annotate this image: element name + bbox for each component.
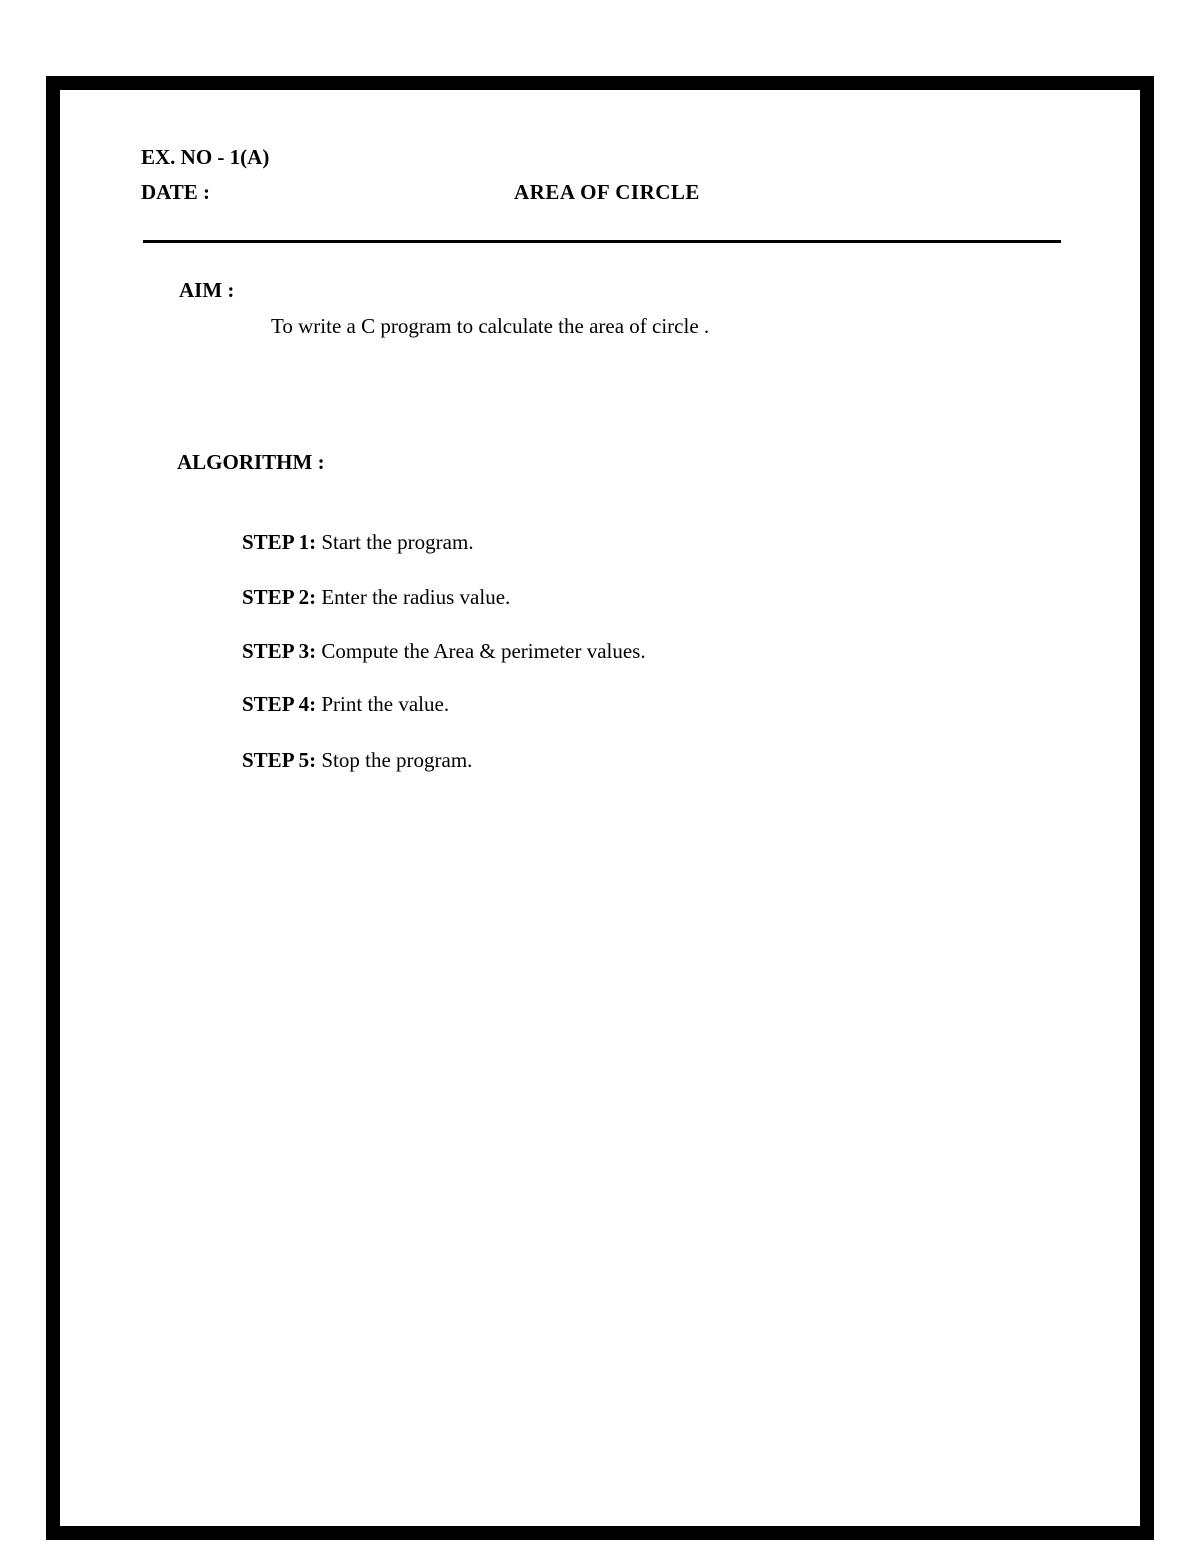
step-text: Print the value. [321, 692, 450, 716]
algorithm-step [242, 639, 646, 663]
step-label: STEP 1: [242, 530, 317, 554]
algorithm-step [242, 585, 510, 609]
header-divider [143, 240, 1061, 243]
step-text: Enter the radius value. [321, 585, 511, 609]
step-label: STEP 4: [242, 692, 317, 716]
corner-mark [1146, 1526, 1154, 1534]
step-label: STEP 2: [242, 585, 317, 609]
algorithm-step [242, 748, 472, 772]
date-label: DATE : [141, 180, 211, 204]
step-text: Compute the Area & perimeter values. [321, 639, 646, 663]
experiment-number: EX. NO - 1(A) [141, 145, 270, 169]
aim-heading: AIM : [179, 278, 235, 302]
step-text: Stop the program. [321, 748, 473, 772]
algorithm-step [242, 692, 449, 716]
step-label: STEP 5: [242, 748, 317, 772]
step-text: Start the program. [321, 530, 474, 554]
page-title: AREA OF CIRCLE [514, 180, 700, 204]
algorithm-heading: ALGORITHM : [177, 450, 325, 474]
aim-text: To write a C program to calculate the area of circle . [271, 314, 710, 338]
algorithm-step [242, 530, 474, 554]
step-label: STEP 3: [242, 639, 317, 663]
